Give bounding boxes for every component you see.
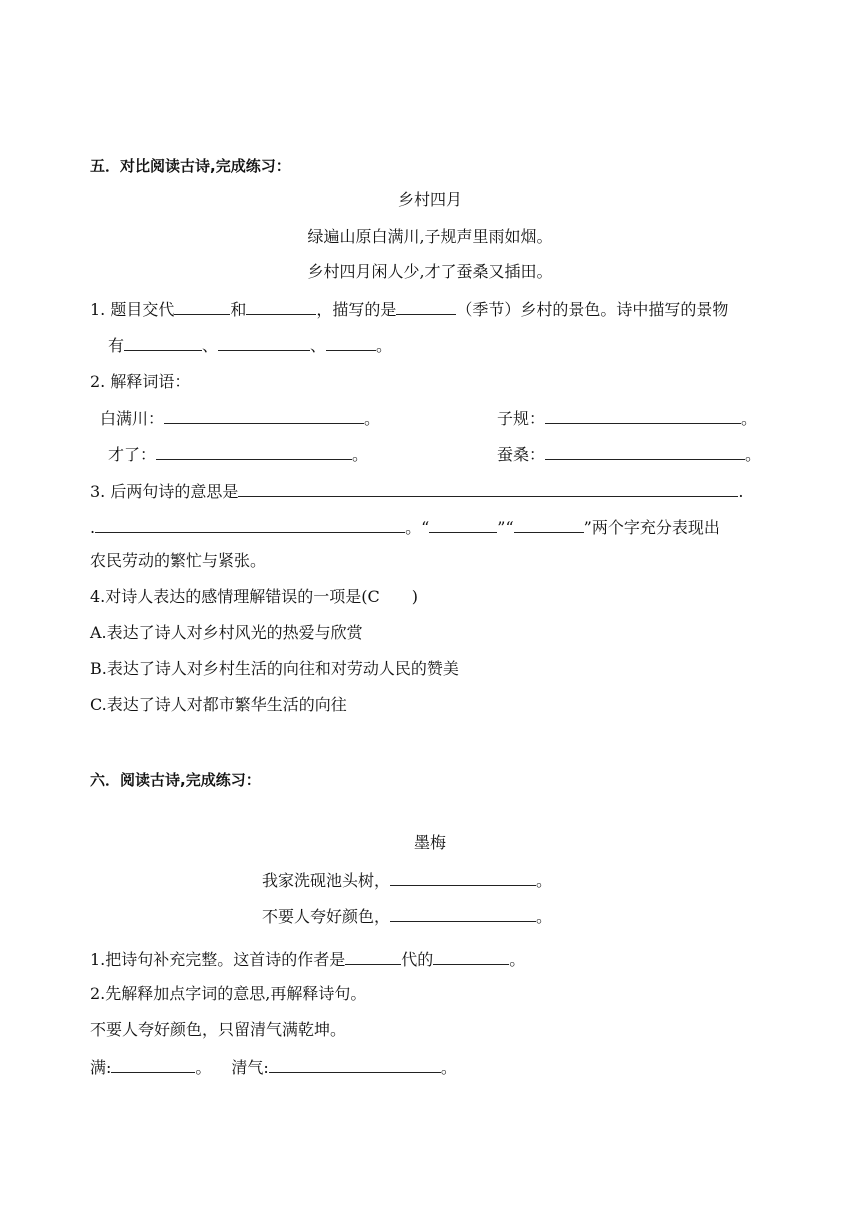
answer-blank[interactable] bbox=[124, 334, 202, 351]
term-item: 蚕桑： 。 bbox=[497, 445, 762, 464]
answer-blank[interactable] bbox=[390, 905, 536, 922]
poem-line: 乡村四月闲人少,才了蚕桑又插田。 bbox=[307, 262, 553, 281]
answer-blank[interactable] bbox=[95, 516, 405, 533]
poem-title: 乡村四月 bbox=[397, 190, 462, 209]
poem-title: 墨梅 bbox=[413, 833, 446, 852]
section5-heading: 五．对比阅读古诗,完成练习： bbox=[90, 157, 291, 175]
option-b: B.表达了诗人对乡村生活的向往和对劳动人民的赞美 bbox=[90, 659, 459, 678]
question-3-cont: . 。“ ”“ ”两个字充分表现出 bbox=[90, 518, 720, 537]
answer-blank[interactable] bbox=[164, 407, 364, 424]
question-4: 4.对诗人表达的感情理解错误的一项是(C ) bbox=[90, 587, 418, 606]
answer-blank[interactable] bbox=[514, 516, 584, 533]
question-2: 2.先解释加点字词的意思,再解释诗句。 bbox=[90, 984, 367, 1003]
poem-line: 绿遍山原白满川,子规声里雨如烟。 bbox=[307, 227, 553, 246]
term-item: 白满川： 。 bbox=[100, 409, 381, 428]
answer-blank[interactable] bbox=[345, 948, 401, 965]
answer-blank[interactable] bbox=[545, 443, 745, 460]
term-item: 子规： 。 bbox=[497, 409, 758, 428]
question-1-cont: 有 、 、 。 bbox=[108, 336, 393, 355]
poem-sentence: 不要人夸好颜色，只留清气满乾坤。 bbox=[90, 1020, 347, 1039]
answer-blank[interactable] bbox=[246, 298, 316, 315]
option-a: A.表达了诗人对乡村风光的热爱与欣赏 bbox=[90, 623, 363, 642]
answer-blank[interactable] bbox=[111, 1056, 195, 1073]
term-blanks: 满: 。 清气: 。 bbox=[90, 1058, 457, 1077]
section6-heading: 六．阅读古诗,完成练习： bbox=[90, 771, 261, 789]
answer-blank[interactable] bbox=[218, 334, 310, 351]
term-item: 才了： 。 bbox=[108, 445, 369, 464]
question-1: 1.把诗句补充完整。这首诗的作者是 代的 。 bbox=[90, 950, 526, 969]
option-c: C.表达了诗人对都市繁华生活的向往 bbox=[90, 695, 347, 714]
question-3-end: 农民劳动的繁忙与紧张。 bbox=[90, 551, 267, 570]
answer-blank[interactable] bbox=[156, 443, 352, 460]
answer-blank[interactable] bbox=[433, 948, 509, 965]
question-2: 2. 解释词语： bbox=[90, 372, 191, 391]
answer-blank[interactable] bbox=[545, 407, 741, 424]
answer-blank[interactable] bbox=[429, 516, 497, 533]
answer-blank[interactable] bbox=[390, 869, 536, 886]
answer-blank[interactable] bbox=[269, 1056, 441, 1073]
answer-blank[interactable] bbox=[326, 334, 376, 351]
poem-line: 我家洗砚池头树， 。 bbox=[262, 871, 553, 890]
answer-blank[interactable] bbox=[174, 298, 230, 315]
question-1: 1. 题目交代 和 ，描写的是 （季节）乡村的景色。诗中描写的景物 bbox=[90, 300, 729, 319]
answer-blank[interactable] bbox=[238, 480, 738, 497]
answer-blank[interactable] bbox=[396, 298, 456, 315]
poem-line: 不要人夸好颜色， 。 bbox=[262, 907, 553, 926]
question-3: 3. 后两句诗的意思是 . bbox=[90, 482, 744, 501]
